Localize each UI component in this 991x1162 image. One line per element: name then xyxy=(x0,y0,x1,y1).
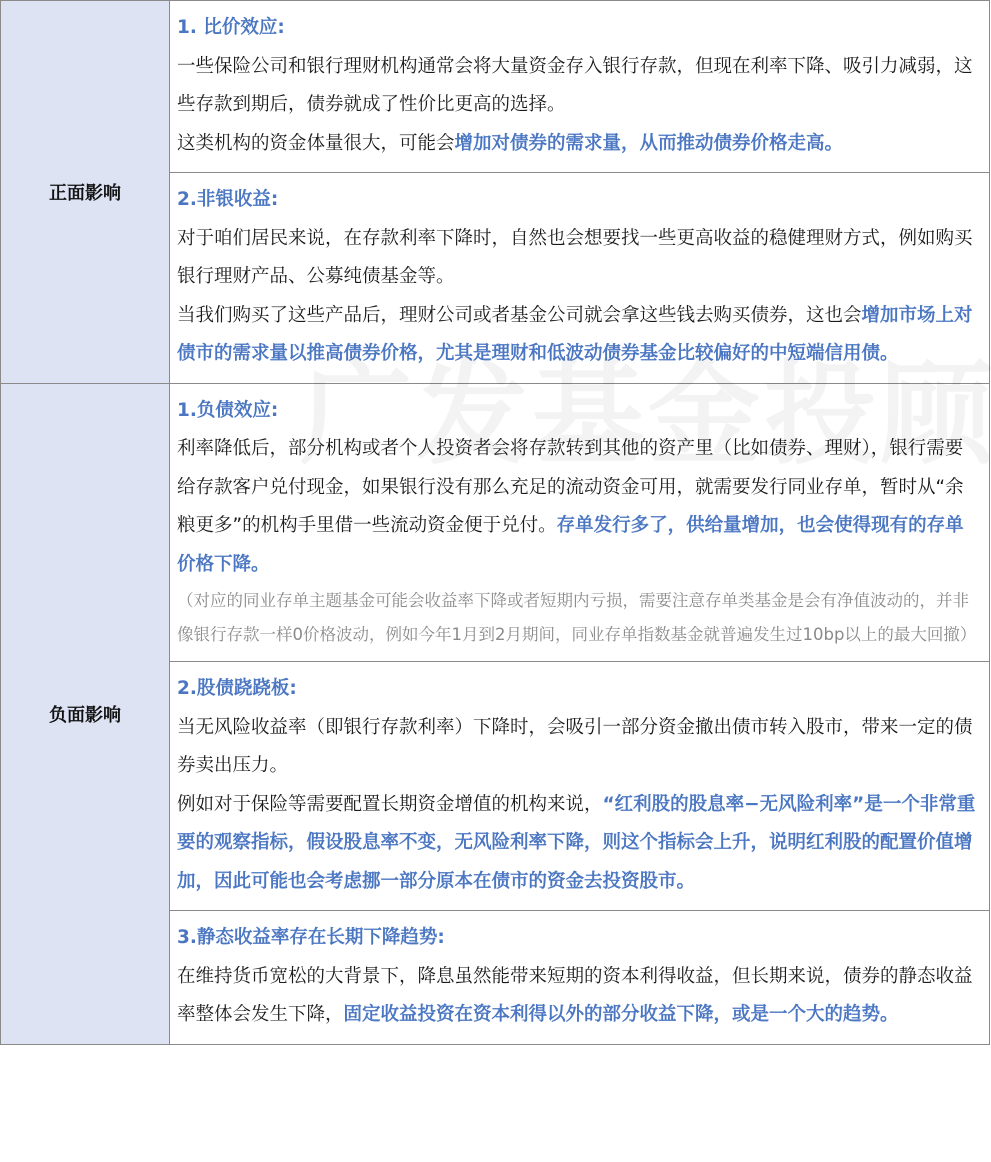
emphasis-text: “红利股的股息率−无风险利率”是一个非常重要的观察指标，假设股息率不变，无风险利率下降，则这个指标会上升，说明红利股的配置价值增加，因此可能也会考虑挪一部分原本在债市的资金去投资股市。 xyxy=(177,793,976,892)
positive-cells xyxy=(170,1,990,383)
plain-text: 例如对于保险等需要配置长期资金增值的机构来说， xyxy=(177,793,603,815)
item-paragraph xyxy=(177,786,981,902)
item-paragraph xyxy=(177,125,981,164)
plain-text: 当我们购买了这些产品后，理财公司或者基金公司就会拿这些钱去购买债券，这也会 xyxy=(177,304,862,326)
positive-item-1 xyxy=(170,1,989,172)
item-heading: 1.负债效应: xyxy=(177,399,279,421)
item-paragraph: 对于咱们居民来说，在存款利率下降时，自然也会想要找一些更高收益的稳健理财方式，例如购买银行理财产品、公募纯债基金等。 xyxy=(177,227,973,287)
item-paragraph xyxy=(177,297,981,374)
item-heading: 2.非银收益: xyxy=(177,189,279,210)
plain-text: 这类机构的资金体量很大，可能会 xyxy=(177,132,455,154)
item-heading: 1. 比价效应: xyxy=(177,17,285,38)
item-paragraph: 一些保险公司和银行理财机构通常会将大量资金存入银行存款，但现在利率下降、吸引力减弱，这些存款到期后，债券就成了性价比更高的选择。 xyxy=(177,55,973,115)
positive-label: 正面影响 xyxy=(1,1,170,383)
item-heading: 2.股债跷跷板: xyxy=(177,678,297,699)
emphasis-text: 固定收益投资在资本利得以外的部分收益下降，或是一个大的趋势。 xyxy=(343,1004,899,1025)
negative-cells xyxy=(170,384,990,1044)
item-paragraph xyxy=(177,958,981,1035)
negative-item-1 xyxy=(170,384,989,662)
positive-group xyxy=(1,1,990,384)
plain-text: 利率降低后，部分机构或者个人投资者会将存款转到其他的资产里（比如债券、理财），银行需要给存款客户兑付现金，如果银行没有那么充足的流动资金可用，就需要发行同业存单，暂时从“余粮更多”的机构手里借一些流动资金便于兑付。 xyxy=(177,438,964,536)
item-note: （对应的同业存单主题基金可能会收益率下降或者短期内亏损，需要注意存单类基金是会有净值波动的，并非像银行存款一样0价格波动，例如今年1月到2月期间，同业存单指数基金就普遍发生过10bp以上的最大回撤） xyxy=(177,591,977,644)
item-paragraph: 当无风险收益率（即银行存款利率）下降时，会吸引一部分资金撤出债市转入股市，带来一定的债券卖出压力。 xyxy=(177,716,973,776)
emphasis-text: 增加对债券的需求量，从而推动债券价格走高。 xyxy=(454,132,844,154)
negative-item-3 xyxy=(170,910,989,1044)
emphasis-text: 增加市场上对债市的需求量以推高债券价格，尤其是理财和低波动债券基金比较偏好的中短端信用债。 xyxy=(177,304,973,364)
negative-item-2 xyxy=(170,661,989,910)
negative-label: 负面影响 xyxy=(1,384,170,1044)
plain-text: 在维持货币宽松的大背景下，降息虽然能带来短期的资本利得收益，但长期来说，债券的静态收益率整体会发生下降， xyxy=(177,965,973,1025)
item-paragraph xyxy=(177,430,981,584)
negative-group xyxy=(1,384,990,1045)
emphasis-text: 存单发行多了，供给量增加，也会使得现有的存单价格下降。 xyxy=(177,515,964,575)
item-heading: 3.静态收益率存在长期下降趋势: xyxy=(177,927,445,948)
positive-item-2 xyxy=(170,172,989,383)
